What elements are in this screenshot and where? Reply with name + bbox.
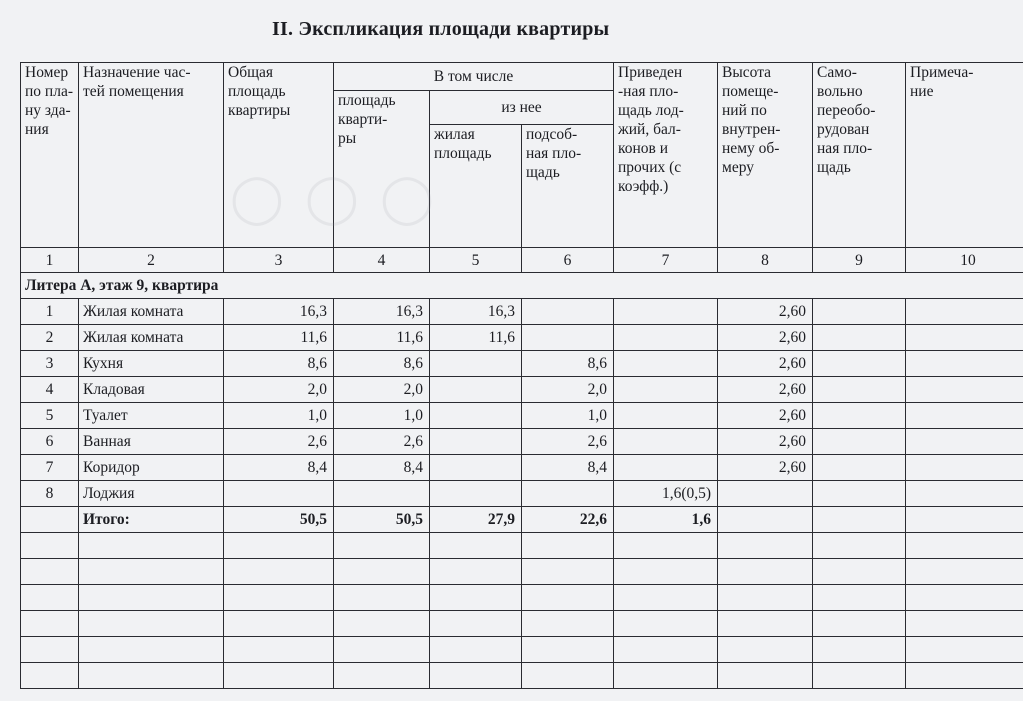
header-line: подсоб- <box>526 126 578 143</box>
table-row <box>21 403 1023 429</box>
empty-cell <box>813 533 906 559</box>
apartment-area: 8,4 <box>334 455 430 481</box>
loggia-area <box>614 429 718 455</box>
header-line: тей помещения <box>83 83 184 100</box>
empty-cell <box>79 559 224 585</box>
room-number: 1 <box>21 299 79 325</box>
room-name: Жилая комната <box>79 299 224 325</box>
loggia-area <box>614 455 718 481</box>
empty-cell <box>718 533 813 559</box>
unauthorized-area <box>813 481 906 507</box>
apartment-area <box>334 481 430 507</box>
header-line: квартиры <box>228 102 291 119</box>
empty-cell <box>334 637 430 663</box>
table-row <box>21 429 1023 455</box>
room-number: 5 <box>21 403 79 429</box>
header-subgroup: из нее <box>430 91 614 125</box>
header-line: ну зда- <box>25 102 71 119</box>
totals-unauthorized <box>813 507 906 533</box>
column-number: 8 <box>718 248 813 273</box>
empty-cell <box>79 663 224 689</box>
auxiliary-area: 8,4 <box>522 455 614 481</box>
empty-cell <box>79 533 224 559</box>
living-area: 16,3 <box>430 299 522 325</box>
header-col4 <box>334 91 430 248</box>
table-row <box>21 455 1023 481</box>
unauthorized-area <box>813 429 906 455</box>
column-number: 3 <box>224 248 334 273</box>
table-row <box>21 325 1023 351</box>
note <box>906 403 1023 429</box>
room-name: Лоджия <box>79 481 224 507</box>
table-row <box>21 481 1023 507</box>
loggia-area: 1,6(0,5) <box>614 481 718 507</box>
header-col3 <box>224 63 334 248</box>
totals-total-area: 50,5 <box>224 507 334 533</box>
header-line: площадь <box>228 83 286 100</box>
empty-cell <box>21 533 79 559</box>
living-area <box>430 351 522 377</box>
header-line: площадь <box>434 145 492 162</box>
section-label: Литера А, этаж 9, квартира <box>21 273 1023 299</box>
total-area: 8,4 <box>224 455 334 481</box>
unauthorized-area <box>813 377 906 403</box>
column-number: 9 <box>813 248 906 273</box>
header-line: коэфф.) <box>618 178 669 195</box>
header-line: ры <box>338 130 357 147</box>
note <box>906 325 1023 351</box>
column-number: 2 <box>79 248 224 273</box>
empty-cell <box>79 611 224 637</box>
room-height: 2,60 <box>718 325 813 351</box>
total-area: 8,6 <box>224 351 334 377</box>
auxiliary-area: 8,6 <box>522 351 614 377</box>
empty-cell <box>21 637 79 663</box>
header-line: Высота <box>722 64 772 81</box>
column-number: 7 <box>614 248 718 273</box>
empty-cell <box>334 585 430 611</box>
note <box>906 299 1023 325</box>
empty-cell <box>430 663 522 689</box>
unauthorized-area <box>813 351 906 377</box>
totals-loggia-area: 1,6 <box>614 507 718 533</box>
header-col10 <box>906 63 1023 248</box>
room-name: Кладовая <box>79 377 224 403</box>
header-line: ний по <box>722 102 767 119</box>
empty-cell <box>906 559 1023 585</box>
empty-cell <box>522 663 614 689</box>
note <box>906 351 1023 377</box>
empty-cell <box>813 663 906 689</box>
loggia-area <box>614 403 718 429</box>
table-row <box>21 351 1023 377</box>
total-area: 16,3 <box>224 299 334 325</box>
header-line: щадь <box>817 159 851 176</box>
auxiliary-area: 1,0 <box>522 403 614 429</box>
header-line: прочих (с <box>618 159 682 176</box>
header-line: нему об- <box>722 140 780 157</box>
empty-row <box>21 533 1023 559</box>
header-col6 <box>522 125 614 248</box>
empty-cell <box>614 559 718 585</box>
column-number: 10 <box>906 248 1023 273</box>
empty-cell <box>430 585 522 611</box>
empty-cell <box>430 637 522 663</box>
living-area <box>430 455 522 481</box>
empty-cell <box>614 611 718 637</box>
apartment-area: 8,6 <box>334 351 430 377</box>
empty-cell <box>334 533 430 559</box>
header-line: жилая <box>434 126 475 143</box>
header-line: ная пло- <box>817 140 873 157</box>
room-name: Ванная <box>79 429 224 455</box>
explication-table <box>20 62 1023 689</box>
empty-cell <box>718 663 813 689</box>
room-height: 2,60 <box>718 377 813 403</box>
empty-cell <box>224 533 334 559</box>
totals-apartment-area: 50,5 <box>334 507 430 533</box>
room-height: 2,60 <box>718 403 813 429</box>
note <box>906 481 1023 507</box>
total-area: 2,6 <box>224 429 334 455</box>
empty-cell <box>614 637 718 663</box>
watermark-logo: ◯ ◯ ◯ <box>230 172 438 225</box>
header-line: внутрен- <box>722 121 781 138</box>
empty-cell <box>614 533 718 559</box>
header-line: Само- <box>817 64 857 81</box>
empty-cell <box>718 559 813 585</box>
empty-cell <box>224 585 334 611</box>
empty-row <box>21 637 1023 663</box>
header-line: ная пло- <box>526 145 582 162</box>
table-row <box>21 299 1023 325</box>
header-line: помеще- <box>722 83 779 100</box>
total-area: 1,0 <box>224 403 334 429</box>
header-line: рудован <box>817 121 870 138</box>
empty-cell <box>224 611 334 637</box>
auxiliary-area: 2,0 <box>522 377 614 403</box>
total-area <box>224 481 334 507</box>
header-line: Приведен <box>618 64 683 81</box>
room-number: 2 <box>21 325 79 351</box>
unauthorized-area <box>813 403 906 429</box>
empty-cell <box>718 585 813 611</box>
note <box>906 429 1023 455</box>
header-col5 <box>430 125 522 248</box>
header-line: ния <box>25 121 49 138</box>
totals-living-area: 27,9 <box>430 507 522 533</box>
header-col8 <box>718 63 813 248</box>
room-height: 2,60 <box>718 429 813 455</box>
totals-row <box>21 507 1023 533</box>
room-name: Жилая комната <box>79 325 224 351</box>
total-area: 2,0 <box>224 377 334 403</box>
column-number: 4 <box>334 248 430 273</box>
header-line: переобо- <box>817 102 876 119</box>
totals-label: Итого: <box>79 507 224 533</box>
empty-cell <box>21 611 79 637</box>
room-height: 2,60 <box>718 299 813 325</box>
room-height: 2,60 <box>718 455 813 481</box>
empty-cell <box>334 663 430 689</box>
unauthorized-area <box>813 299 906 325</box>
empty-cell <box>718 637 813 663</box>
unauthorized-area <box>813 325 906 351</box>
empty-row <box>21 663 1023 689</box>
living-area: 11,6 <box>430 325 522 351</box>
living-area <box>430 481 522 507</box>
room-number: 3 <box>21 351 79 377</box>
empty-cell <box>224 663 334 689</box>
header-line: щадь лод- <box>618 102 684 119</box>
apartment-area: 1,0 <box>334 403 430 429</box>
room-height <box>718 481 813 507</box>
header-line: Номер <box>25 64 69 81</box>
apartment-area: 11,6 <box>334 325 430 351</box>
empty-cell <box>813 611 906 637</box>
room-name: Туалет <box>79 403 224 429</box>
empty-cell <box>906 533 1023 559</box>
empty-cell <box>334 559 430 585</box>
column-number: 5 <box>430 248 522 273</box>
header-col1 <box>21 63 79 248</box>
header-line: Общая <box>228 64 274 81</box>
totals-note <box>906 507 1023 533</box>
room-number: 8 <box>21 481 79 507</box>
apartment-area: 16,3 <box>334 299 430 325</box>
auxiliary-area <box>522 481 614 507</box>
header-group: В том числе <box>334 63 614 91</box>
auxiliary-area <box>522 299 614 325</box>
room-height: 2,60 <box>718 351 813 377</box>
empty-row <box>21 559 1023 585</box>
loggia-area <box>614 377 718 403</box>
room-number: 6 <box>21 429 79 455</box>
unauthorized-area <box>813 455 906 481</box>
empty-cell <box>906 611 1023 637</box>
header-line: жий, бал- <box>618 121 681 138</box>
table-row <box>21 377 1023 403</box>
loggia-area <box>614 299 718 325</box>
living-area <box>430 429 522 455</box>
empty-cell <box>79 585 224 611</box>
header-line: по пла- <box>25 83 73 100</box>
header-col9 <box>813 63 906 248</box>
apartment-area: 2,6 <box>334 429 430 455</box>
empty-cell <box>906 585 1023 611</box>
empty-cell <box>21 663 79 689</box>
empty-cell <box>430 533 522 559</box>
document-title: II. Экспликация площади квартиры <box>272 18 610 40</box>
empty-cell <box>522 559 614 585</box>
empty-cell <box>79 637 224 663</box>
room-number: 7 <box>21 455 79 481</box>
header-line: Примеча- <box>910 64 974 81</box>
loggia-area <box>614 351 718 377</box>
empty-cell <box>522 611 614 637</box>
empty-cell <box>813 585 906 611</box>
header-line: -ная пло- <box>618 83 679 100</box>
empty-cell <box>224 559 334 585</box>
empty-cell <box>813 637 906 663</box>
empty-row <box>21 585 1023 611</box>
note <box>906 455 1023 481</box>
column-number: 6 <box>522 248 614 273</box>
empty-cell <box>522 533 614 559</box>
empty-cell <box>21 585 79 611</box>
empty-cell <box>614 585 718 611</box>
column-numbers-row <box>21 248 1023 273</box>
empty-cell <box>906 663 1023 689</box>
header-line: ние <box>910 83 934 100</box>
column-number: 1 <box>21 248 79 273</box>
apartment-area: 2,0 <box>334 377 430 403</box>
empty-cell <box>813 559 906 585</box>
room-name: Кухня <box>79 351 224 377</box>
header-line: щадь <box>526 164 560 181</box>
loggia-area <box>614 325 718 351</box>
empty-cell <box>430 611 522 637</box>
note <box>906 377 1023 403</box>
living-area <box>430 377 522 403</box>
empty-cell <box>430 559 522 585</box>
empty-cell <box>334 611 430 637</box>
header-line: площадь <box>338 92 396 109</box>
empty-cell <box>522 637 614 663</box>
auxiliary-area <box>522 325 614 351</box>
empty-cell <box>906 637 1023 663</box>
empty-cell <box>21 559 79 585</box>
empty-cell <box>718 611 813 637</box>
header-line: конов и <box>618 140 669 157</box>
header-col7 <box>614 63 718 248</box>
totals-blank <box>21 507 79 533</box>
header-line: вольно <box>817 83 863 100</box>
room-name: Коридор <box>79 455 224 481</box>
header-line: кварти- <box>338 111 388 128</box>
empty-row <box>21 611 1023 637</box>
totals-auxiliary-area: 22,6 <box>522 507 614 533</box>
living-area <box>430 403 522 429</box>
header-line: Назначение час- <box>83 64 191 81</box>
header-col2 <box>79 63 224 248</box>
header-line: меру <box>722 159 754 176</box>
room-number: 4 <box>21 377 79 403</box>
total-area: 11,6 <box>224 325 334 351</box>
empty-cell <box>224 637 334 663</box>
empty-cell <box>522 585 614 611</box>
empty-cell <box>614 663 718 689</box>
auxiliary-area: 2,6 <box>522 429 614 455</box>
totals-height <box>718 507 813 533</box>
